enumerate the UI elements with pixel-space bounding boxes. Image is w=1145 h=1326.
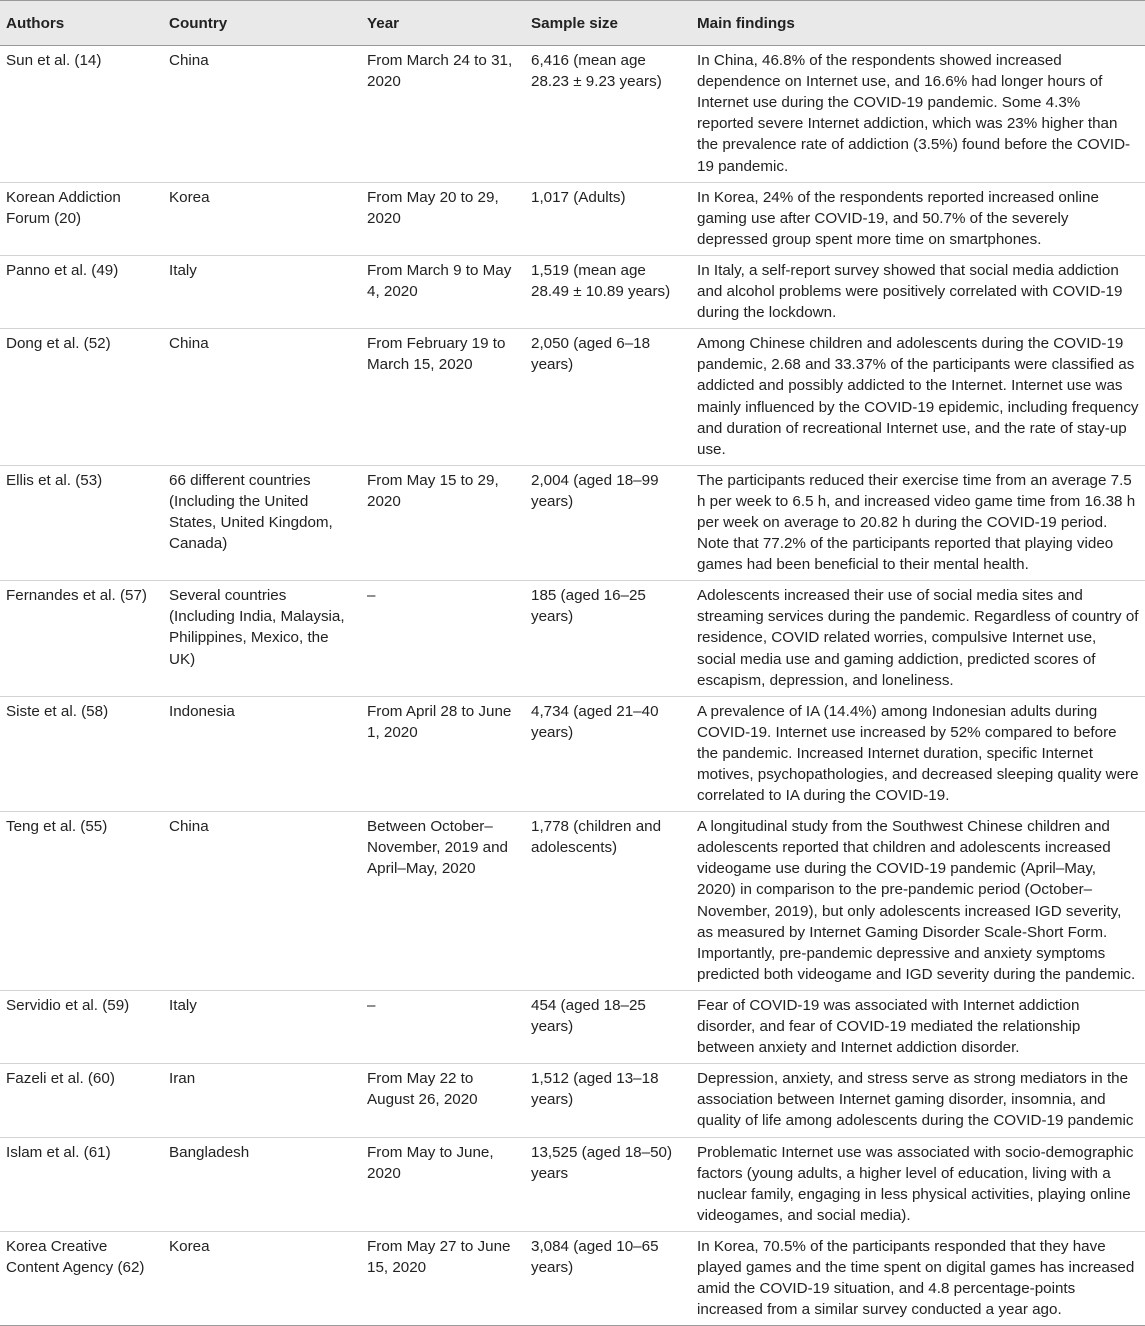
table-row	[0, 1137, 1145, 1231]
cell-sample-size: 2,004 (aged 18–99 years)	[531, 471, 659, 510]
cell-main-findings: Among Chinese children and adolescents during the COVID-19 pandemic, 2.68 and 33.37% of the participants were classified as addicted and possibly addicted to the Internet. Internet use was mainly influenced by the COVID-19 epidemic, including frequency and duration of recreational Internet use, and the rate of stay-up use.	[697, 335, 1139, 458]
cell-country: Korea	[169, 1237, 210, 1255]
cell-sample-size: 1,778 (children and adolescents)	[531, 818, 662, 857]
cell-main-findings: Depression, anxiety, and stress serve as strong mediators in the association between Internet gaming disorder, insomnia, and quality of life among adolescents during the COVID-19 pandemic	[697, 1070, 1134, 1130]
cell-authors: Islam et al. (61)	[6, 1143, 111, 1161]
cell-sample-size: 454 (aged 18–25 years)	[531, 996, 646, 1036]
table-row	[0, 812, 1145, 991]
table-row	[0, 990, 1145, 1063]
cell-sample-size: 3,084 (aged 10–65 years)	[531, 1237, 659, 1276]
cell-authors: Korea Creative Content Agency (62)	[6, 1237, 145, 1276]
cell-country: China	[169, 52, 209, 70]
header-sample-size: Sample size	[531, 15, 618, 32]
cell-sample-size: 2,050 (aged 6–18 years)	[531, 335, 651, 374]
cell-country: Italy	[169, 996, 197, 1014]
table-row	[0, 1064, 1145, 1137]
cell-country: Iran	[169, 1070, 196, 1088]
header-main-findings: Main findings	[697, 15, 795, 32]
cell-year: From March 24 to 31, 2020	[367, 52, 513, 91]
cell-authors: Fernandes et al. (57)	[6, 587, 147, 605]
cell-country: China	[169, 335, 209, 353]
cell-main-findings: The participants reduced their exercise time from an average 7.5 h per week to 6.5 h, and increased video game time from 16.38 h per week on average to 20.82 h during the COVID-19 period. Note that 77.2% of the participants reported that playing video games had been beneficial to their mental health.	[697, 471, 1136, 574]
cell-country: Several countries (Including India, Malaysia, Philippines, Mexico, the UK)	[169, 587, 345, 668]
cell-authors: Panno et al. (49)	[6, 261, 119, 279]
cell-sample-size: 185 (aged 16–25 years)	[531, 587, 646, 626]
cell-sample-size: 1,512 (aged 13–18 years)	[531, 1070, 659, 1109]
cell-main-findings: In Korea, 70.5% of the participants responded that they have played games and the time spent on digital games has increased amid the COVID-19 situation, and 4.8 percentage-points increased from a similar survey conducted a year ago.	[697, 1237, 1135, 1319]
cell-sample-size: 1,017 (Adults)	[531, 188, 626, 206]
cell-main-findings: In China, 46.8% of the respondents showed increased dependence on Internet use, and 16.6% had longer hours of Internet use during the COVID-19 pandemic. Some 4.3% reported severe Internet addiction, which was 23% higher than the prevalence rate of addiction (3.5%) found before the COVID-19 pandemic.	[697, 52, 1131, 175]
cell-main-findings: Problematic Internet use was associated with socio-demographic factors (young adults, a higher level of education, living with a nuclear family, engaging in less physical activities, playing online videogames, and social media).	[697, 1143, 1134, 1224]
table-row	[0, 255, 1145, 328]
cell-main-findings: A prevalence of IA (14.4%) among Indonesian adults during COVID-19. Internet use increased by 52% compared to before the pandemic. Increased Internet duration, specific Internet motives, psychopathologies, and decreased sleeping quality were correlated to IA during the COVID-19.	[697, 702, 1139, 805]
table-row	[0, 1231, 1145, 1325]
table-body	[0, 46, 1145, 1326]
cell-country: Italy	[169, 261, 197, 279]
cell-main-findings: Fear of COVID-19 was associated with Internet addiction disorder, and fear of COVID-19 mediated the relationship between anxiety and Internet addiction disorder.	[697, 996, 1081, 1057]
table-header	[0, 1, 1145, 46]
cell-year: From March 9 to May 4, 2020	[367, 261, 512, 301]
table-row	[0, 465, 1145, 580]
cell-country: Bangladesh	[169, 1143, 250, 1161]
table-row	[0, 696, 1145, 811]
cell-main-findings: A longitudinal study from the Southwest Chinese children and adolescents reported that children and adolescents increased videogame use during the COVID-19 pandemic (April–May, 2020) in comparison to the pre-pandemic period (October–November, 2019), but only adolescents increased IGD severity, as measured by Internet Gaming Disorder Scale-Short Form. Importantly, pre-pandemic depressive and anxiety symptoms predicted both videogame and IGD severity during the pandemic.	[697, 818, 1136, 983]
cell-year: From May 15 to 29, 2020	[367, 471, 499, 510]
cell-main-findings: Adolescents increased their use of social media sites and streaming services during the pandemic. Regardless of country of residence, COVID related worries, compulsive Internet use, social media use and gaming addiction, predicted scores of escapism, depression, and loneliness.	[697, 587, 1139, 689]
cell-authors: Fazeli et al. (60)	[6, 1070, 115, 1088]
cell-year: Between October–November, 2019 and April–May, 2020	[367, 818, 509, 878]
cell-year: –	[367, 587, 376, 605]
cell-year: From April 28 to June 1, 2020	[367, 702, 512, 741]
cell-country: Indonesia	[169, 702, 235, 720]
cell-main-findings: In Korea, 24% of the respondents reported increased online gaming use after COVID-19, and 50.7% of the severely depressed group spent more time on smartphones.	[697, 188, 1099, 248]
cell-country: Korea	[169, 188, 210, 206]
cell-sample-size: 4,734 (aged 21–40 years)	[531, 702, 659, 741]
cell-year: From May 27 to June 15, 2020	[367, 1237, 511, 1276]
cell-authors: Teng et al. (55)	[6, 818, 108, 836]
table-row	[0, 46, 1145, 183]
table-row	[0, 329, 1145, 466]
table-row	[0, 581, 1145, 696]
cell-authors: Servidio et al. (59)	[6, 996, 130, 1014]
header-country: Country	[169, 15, 228, 32]
cell-year: –	[367, 996, 376, 1014]
cell-authors: Dong et al. (52)	[6, 335, 111, 353]
header-authors: Authors	[6, 15, 65, 32]
header-row	[0, 1, 1145, 46]
cell-authors: Korean Addiction Forum (20)	[6, 188, 121, 227]
cell-year: From May 22 to August 26, 2020	[367, 1070, 478, 1109]
cell-authors: Ellis et al. (53)	[6, 471, 103, 489]
cell-authors: Sun et al. (14)	[6, 52, 102, 70]
cell-sample-size: 13,525 (aged 18–50) years	[531, 1143, 673, 1182]
cell-sample-size: 6,416 (mean age 28.23 ± 9.23 years)	[531, 52, 662, 91]
table-row	[0, 182, 1145, 255]
cell-year: From February 19 to March 15, 2020	[367, 335, 506, 374]
cell-main-findings: In Italy, a self-report survey showed that social media addiction and alcohol problems were positively correlated with COVID-19 during the lockdown.	[697, 261, 1123, 322]
cell-country: China	[169, 818, 209, 836]
header-year: Year	[367, 15, 400, 32]
cell-country: 66 different countries (Including the United States, United Kingdom, Canada)	[169, 471, 333, 553]
cell-year: From May to June, 2020	[367, 1143, 494, 1182]
cell-sample-size: 1,519 (mean age 28.49 ± 10.89 years)	[531, 261, 671, 301]
cell-year: From May 20 to 29, 2020	[367, 188, 499, 227]
cell-authors: Siste et al. (58)	[6, 702, 109, 720]
